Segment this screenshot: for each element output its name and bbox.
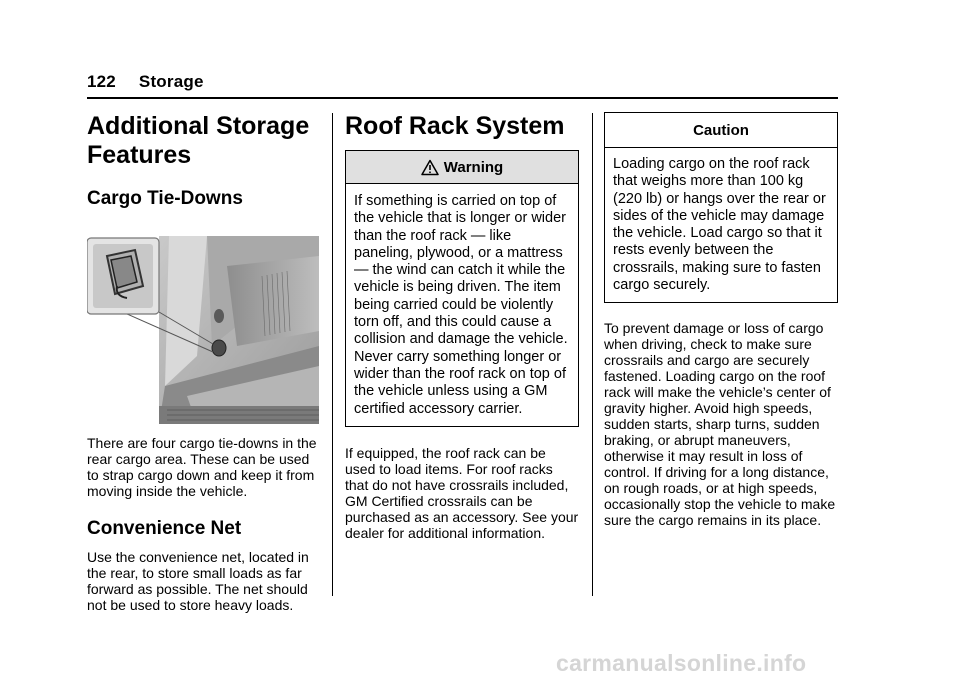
- section-title: Storage: [138, 72, 204, 91]
- subheading-cargo-tie-downs: Cargo Tie-Downs: [87, 188, 243, 209]
- column-divider-2: [592, 113, 593, 596]
- roof-rack-safety-text: To prevent damage or loss of cargo when driving, check to make sure crossrails and cargo are securely fastened. Loading cargo on the roof rack will make the vehicle’s center of gravity higher. Avoid high speeds, sudden starts, sharp turns, sudden braking, or abrupt maneuvers, otherwise it may result in loss of control. If driving for a long distance, on rough roads, or at high speeds, occasionally stop the vehicle to make sure the cargo remains in its place.: [604, 320, 836, 529]
- caution-title: Caution: [605, 113, 837, 148]
- warning-box: [345, 150, 579, 427]
- caution-box: [604, 112, 838, 303]
- watermark-text: carmanualsonline.info: [556, 650, 807, 676]
- caution-text: Loading cargo on the roof rack that weighs more than 100 kg (220 lb) or hangs over the rear or sides of the vehicle may damage the vehicle. Load cargo so that it rests evenly between the crossrails, making sure to fasten cargo securely.: [613, 156, 826, 294]
- roof-rack-heading: Roof Rack System: [345, 112, 565, 140]
- warning-header: [346, 151, 578, 184]
- subheading-convenience-net: Convenience Net: [87, 518, 242, 539]
- column-3: [604, 112, 838, 528]
- convenience-net-text: Use the convenience net, located in the rear, to store small loads as far forward as possible. The net should not be used to store heavy loads.: [87, 549, 309, 613]
- header-rule: [87, 97, 838, 99]
- section-heading: Additional Storage Features: [87, 112, 310, 169]
- warning-text: If something is carried on top of the vehicle that is longer or wider than the roof rack — like paneling, plywood, or a mattress — the wind can catch it while the vehicle is being driven. The item being carried could be violently torn off, and this could cause a collision and damage the vehicle. Never carry something longer or wider than the roof rack on top of the vehicle unless using a GM certified accessory carrier.: [354, 193, 568, 417]
- page-number: 122: [87, 72, 116, 91]
- cargo-tie-downs-text: There are four cargo tie-downs in the rear cargo area. These can be used to strap cargo down and keep it from moving inside the vehicle.: [87, 435, 317, 499]
- column-2: [345, 112, 579, 541]
- column-1: [87, 112, 319, 613]
- column-divider-1: [332, 113, 333, 596]
- warning-icon: [421, 159, 439, 176]
- warning-title: Warning: [443, 158, 504, 176]
- running-header: [87, 72, 204, 92]
- roof-rack-text: If equipped, the roof rack can be used to load items. For roof racks that do not have crossrails included, GM Certified crossrails can be purchased as an accessory. See your dealer for additional information.: [345, 444, 579, 541]
- cargo-tie-down-photo: [87, 236, 319, 424]
